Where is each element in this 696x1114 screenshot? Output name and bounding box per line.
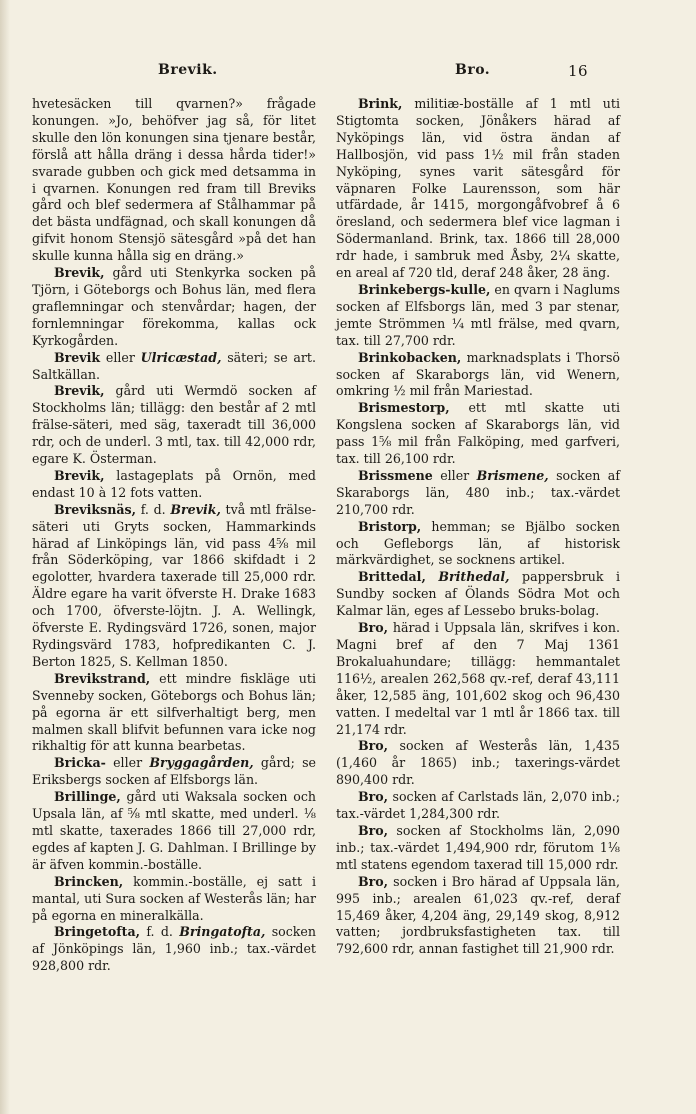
running-header (0, 62, 696, 86)
entry-body: hvetesäcken till qvarnen?» frågade konungen. »Jo, behöfver jag så, för litet skulle den lön konungen sina tjenare består, förslå att hålla dräng i dessa hårda tider!» svarade gubben och gick med detsamma in i qvarnen. Konungen red fram till Breviks gård och blef sedermera af Stålhammar på det bästa undfägnad, och skall konungen då gifvit honom Stensjö sätesgård »på det han skulle kunna hålla sig en dräng.» (32, 96, 316, 264)
entry (32, 350, 316, 384)
entry-variant-name: Bringatofta, (179, 924, 266, 940)
entry-body-rest: gård; se Eriksbergs socken af Elfsborgs län. (32, 755, 316, 788)
entry (336, 350, 620, 401)
entry (32, 383, 316, 468)
entry-headword: Bringetofta, (54, 924, 141, 940)
right-column (336, 96, 620, 958)
entry-body: härad i Uppsala län, skrifves i kon. Magni bref af den 7 Maj 1361 Brokaluahundare; tillägg: hemmantalet 116½, arealen 262,568 qv.-ref, deraf 43,111 åker, 12,585 äng, 101,602 skog och 96,430 vatten. I medeltal var 1 mtl år 1866 tax. till 21,174 rdr. (336, 620, 620, 737)
entry-headword: Bro, (358, 789, 389, 805)
entry-variant-name: Brithedal, (438, 569, 510, 585)
entry-headword: Brevik, (54, 467, 105, 483)
entry-body-rest: pappersbruk i Sundby socken af Ölands Södra Mot och Kalmar län, eges af Lessebo bruks-bolag. (336, 569, 620, 619)
entry-body: gård uti Wermdö socken af Stockholms län; tillägg: den består af 2 mtl frälse-säteri, med säg, taxeradt till 36,000 rdr, och de underl. 3 mtl, tax. till 42,000 rdr, egare K. Österman. (32, 383, 316, 467)
entry (336, 519, 620, 570)
entry (336, 620, 620, 738)
entry (32, 502, 316, 671)
entry-headword: Brevik, (54, 265, 105, 281)
entry (32, 874, 316, 925)
entry-continuation (32, 96, 316, 265)
entry-body: eller (432, 467, 477, 483)
entry (336, 96, 620, 282)
entry-headword: Bro, (358, 738, 389, 754)
entry-headword: Bricka- (54, 755, 106, 771)
entry-body: socken af Stockholms län, 2,090 inb.; tax.-värdet 1,494,900 rdr, förutom 1⅛ mtl statens egendom taxerad till 15,000 rdr. (336, 822, 620, 872)
entry-body: f. d. (136, 501, 171, 517)
entry (32, 755, 316, 789)
entry-body: militiæ-boställe af 1 mtl uti Stigtomta socken, Jönåkers härad af Nyköpings län, vid östra ändan af Hallbosjön, vid pass 1½ mil från staden Nyköping, synes varit sätesgård för väpnaren Folke Laurensson, som här utfärdade, år 1415, morgongåfvobref å 6 öresland, och sedermera blef vice lagman i Södermanland. Brink, tax. 1866 till 28,000 rdr hade, i sambruk med Åsby, 2¼ skatte, en areal af 720 tld, deraf 248 åker, 28 äng. (336, 96, 620, 281)
entry-headword: Brevik, (54, 383, 105, 399)
entry-body: eller (105, 755, 150, 771)
entry (336, 282, 620, 350)
entry-body: gård uti Stenkyrka socken på Tjörn, i Göteborgs och Bohus län, med flera graflemningar och stenvårdar; hagen, der fornlemningar förekomma, kallas ock Kyrkogården. (32, 265, 316, 348)
entry-headword: Brevik (54, 349, 101, 365)
entry-headword: Brittedal, (358, 569, 426, 585)
left-column (32, 96, 316, 975)
entry-body-rest: säteri; se art. Saltkällan. (32, 349, 316, 382)
entry-body: socken i Bro härad af Uppsala län, 995 inb.; arealen 61,023 qv.-ref, deraf 15,469 åker, 4,204 äng, 29,149 skog, 8,912 vatten; jordbruksfastigheten tax. till 792,600 rdr, annan fastighet till 21,900 rdr. (336, 873, 620, 957)
entry (336, 874, 620, 959)
entry-variant-name: Brevik, (170, 501, 221, 517)
entry-headword: Bro, (358, 822, 389, 838)
entry-headword: Brinkebergs-kulle, (358, 281, 491, 297)
entry (32, 924, 316, 975)
entry-headword: Brincken, (54, 873, 124, 889)
entry-variant-name: Brismene, (476, 467, 549, 483)
entry-body: ett mtl skatte uti Kongslena socken af Skaraborgs län, vid pass 1⅝ mil från Falköping, med garfveri, tax. till 26,100 rdr. (336, 400, 620, 467)
entry (336, 823, 620, 874)
entry-headword: Brissmene (358, 467, 433, 483)
entry-headword: Bro, (358, 620, 389, 636)
entry-headword: Brink, (358, 96, 403, 111)
entry-body: f. d. (140, 924, 180, 940)
entry (32, 265, 316, 350)
entry-headword: Breviksnäs, (54, 501, 137, 517)
entry (336, 738, 620, 789)
entry-body-rest: två mtl frälse-säteri uti Gryts socken, Hammarkinds härad af Linköpings län, vid pass 4⅝ mil från Söderköping, var 1866 skifdadt i 2 egolotter, hvardera taxerade till 25,000 rdr. Äldre egare ha varit öfverste H. Drake 1683 och 1700, öfverste-löjtn. J. A. Wellingk, öfverste E. Rydingsvärd 1726, sonen, major Rydingsvärd 1783, hofpredikanten C. J. Berton 1825, S. Kellman 1850. (32, 501, 316, 669)
entry-body-rest: socken af Skaraborgs län, 480 inb.; tax.-värdet 210,700 rdr. (336, 467, 620, 517)
entry-headword: Brinkobacken, (358, 349, 462, 365)
entry-variant-name: Bryggagården, (149, 755, 254, 771)
entry (336, 789, 620, 823)
entry-body: eller (100, 349, 141, 365)
entry-body: kommin.-boställe, ej satt i mantal, uti Sura socken af Westerås län; har på egorna en mineralkälla. (32, 873, 316, 923)
entry (32, 468, 316, 502)
entry-body: hemman; se Bjälbo socken och Gefleborgs län, af historisk märkvärdighet, se socknens artikel. (336, 518, 620, 568)
entry-body: marknadsplats i Thorsö socken af Skaraborgs län, vid Wenern, omkring ½ mil från Mariestad. (336, 349, 620, 399)
entry (336, 400, 620, 468)
entry-body: gård uti Waksala socken och Upsala län, af ⅝ mtl skatte, med underl. ⅛ mtl skatte, taxerades 1866 till 27,000 rdr, egdes af kapten J. G. Dahlman. I Brillinge by är äfven kommin.-boställe. (32, 789, 316, 872)
page-number: 16 (568, 62, 589, 80)
page-edge-shadow (0, 0, 10, 1114)
header-right-word: Bro. (455, 62, 491, 78)
entry-headword: Brillinge, (54, 789, 121, 805)
entry-headword: Brevikstrand, (54, 670, 151, 686)
entry (32, 789, 316, 874)
entry-headword: Brismestorp, (358, 400, 450, 416)
entry-body: en qvarn i Naglums socken af Elfsborgs län, med 3 par stenar, jemte Strömmen ¼ mtl frälse, med qvarn, tax. till 27,700 rdr. (336, 281, 620, 348)
entry-variant-name: Ulricæstad, (140, 349, 222, 365)
entry (336, 569, 620, 620)
entry-headword: Bristorp, (358, 518, 422, 534)
entry-body: lastageplats på Ornön, med endast 10 à 12 fots vatten. (32, 467, 316, 500)
entry-body: socken af Carlstads län, 2,070 inb.; tax.-värdet 1,284,300 rdr. (336, 789, 620, 822)
entry-body (426, 569, 438, 584)
entry (32, 671, 316, 756)
entry-body: ett mindre fiskläge uti Svenneby socken, Göteborgs och Bohus län; på egorna är ett silfverhaltigt berg, men malmen skall blifvit befunnen vara icke nog rikhaltig för att kunna bearbetas. (32, 670, 316, 754)
entry-body-rest: socken af Jönköpings län, 1,960 inb.; tax.-värdet 928,800 rdr. (32, 924, 316, 974)
entry-headword: Bro, (358, 873, 389, 889)
entry-body: socken af Westerås län, 1,435 (1,460 år 1865) inb.; taxerings-värdet 890,400 rdr. (336, 738, 620, 788)
header-left-word: Brevik. (158, 62, 218, 78)
entry (336, 468, 620, 519)
